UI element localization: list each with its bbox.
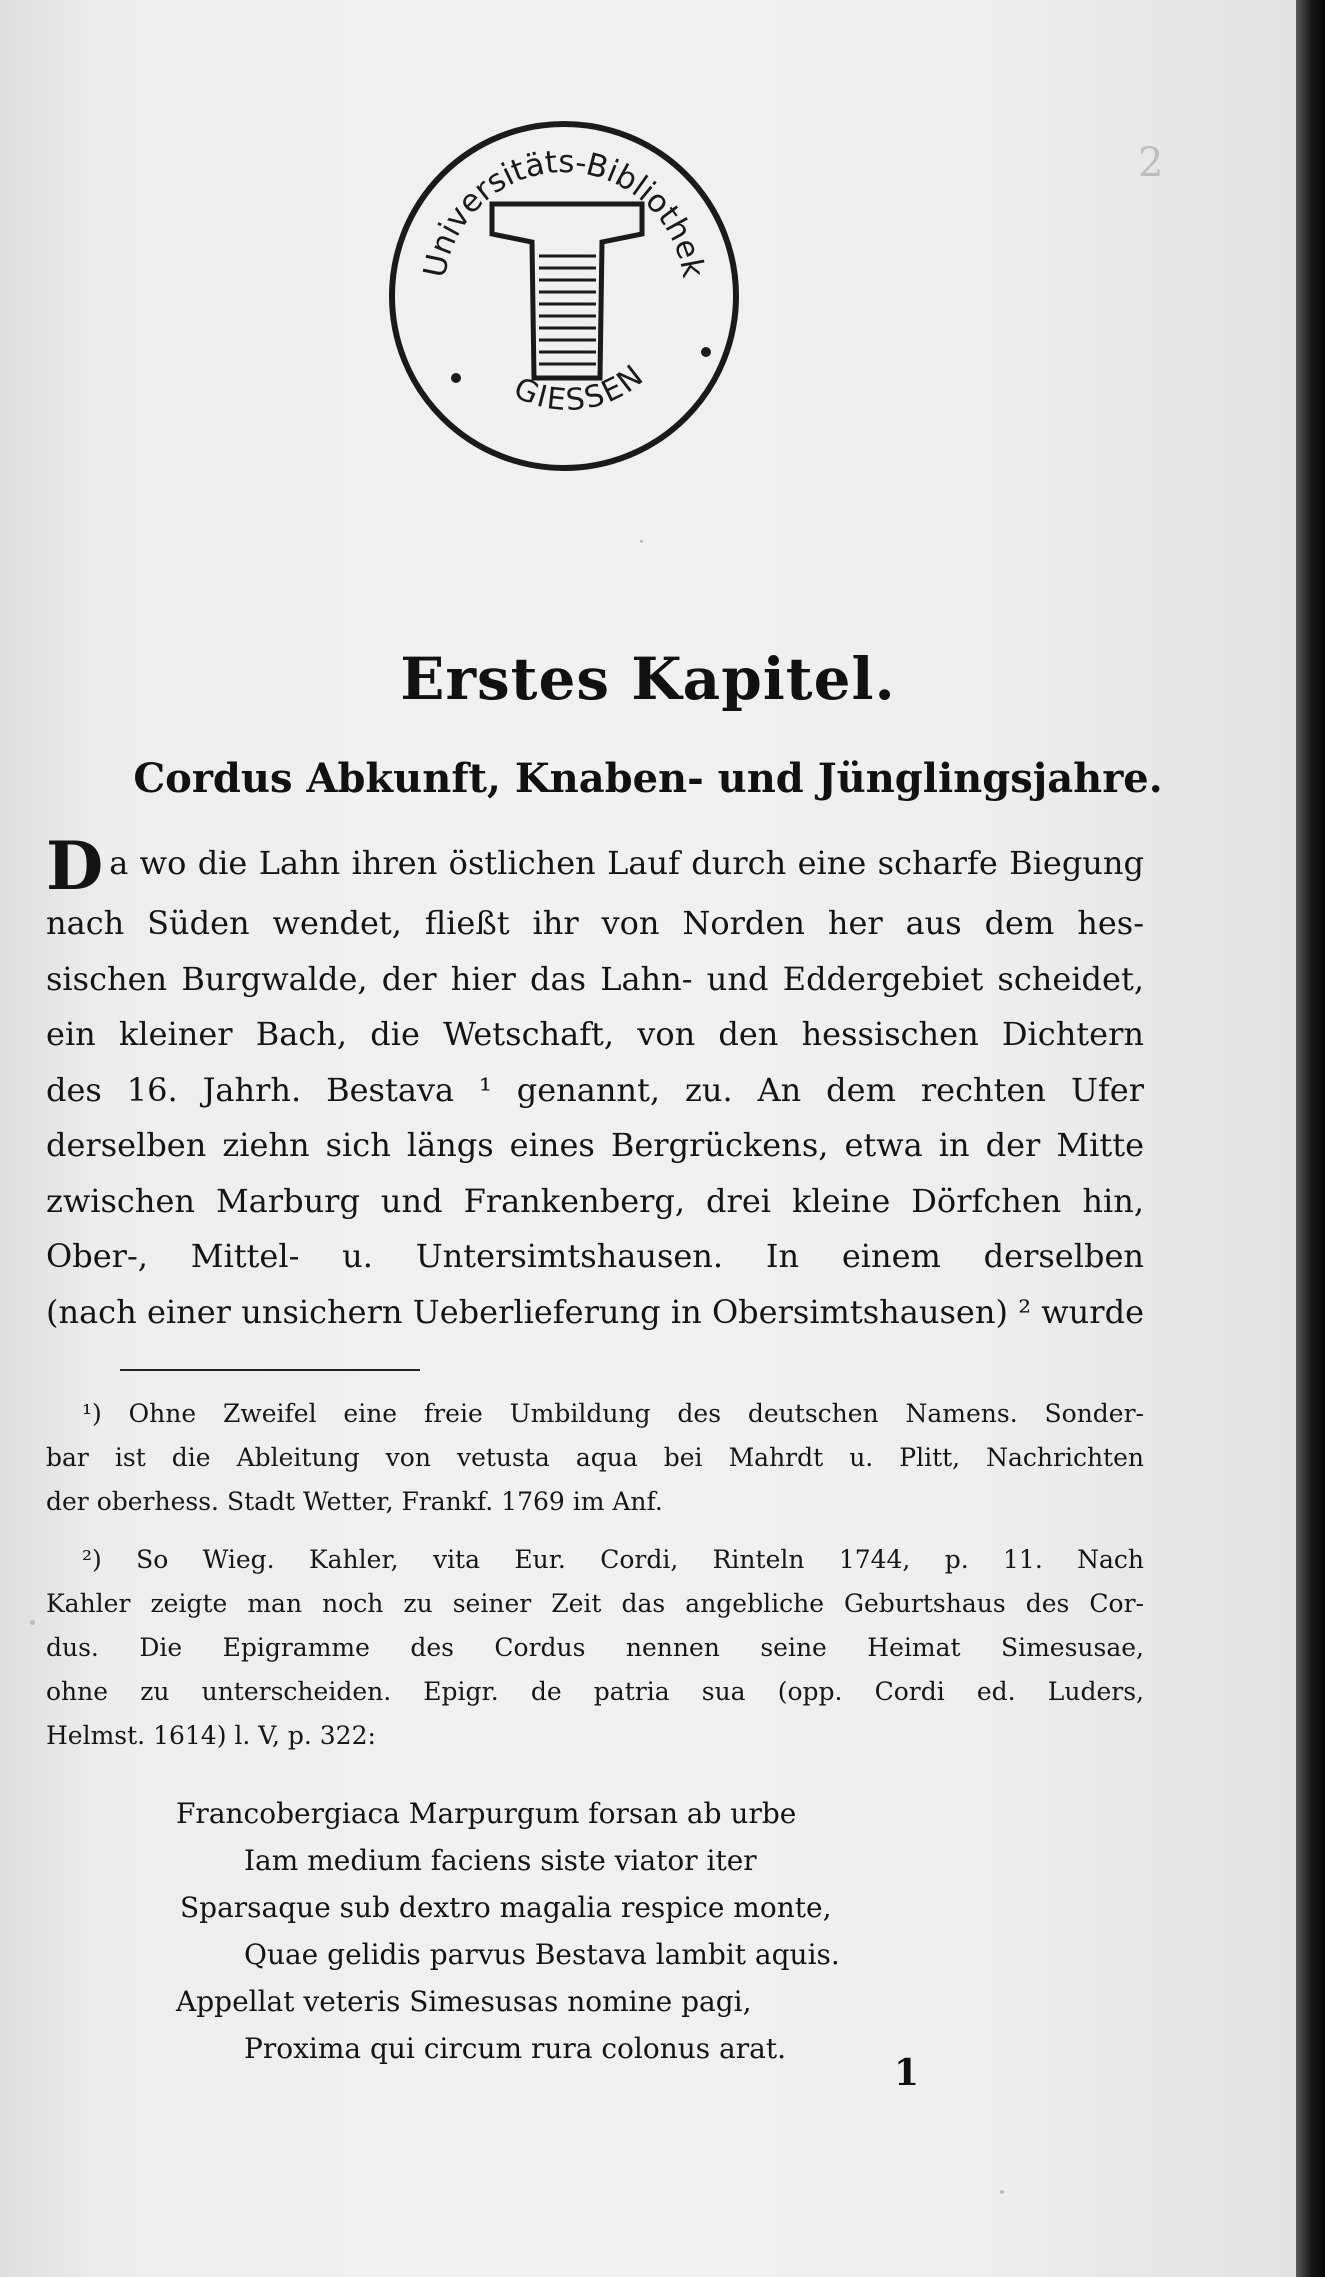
footnote-2-line: ohne zu unterscheiden. Epigr. de patria sua (opp. Cordi ed. Luders, <box>46 1677 1144 1706</box>
footnote-1-line: der oberhess. Stadt Wetter, Frankf. 1769 im Anf. <box>46 1487 663 1516</box>
poem-line: Francobergiaca Marpurgum forsan ab urbe <box>176 1797 797 1830</box>
drop-cap: D <box>46 836 104 896</box>
chapter-subtitle: Cordus Abkunft, Knaben- und Jünglingsjahre. <box>133 755 1163 802</box>
paragraph-line: zwischen Marburg und Frankenberg, drei kleine Dörfchen hin, <box>46 1181 1144 1220</box>
poem-line: Appellat veteris Simesusas nomine pagi, <box>176 1985 752 2018</box>
corner-pencil-mark: 2 <box>1138 140 1164 186</box>
footnote-2-line: Helmst. 1614) l. V, p. 322: <box>46 1721 376 1750</box>
paragraph-line: sischen Burgwalde, der hier das Lahn- und Eddergebiet scheidet, <box>46 959 1144 998</box>
stamp-arc-text: Universitäts-Bibliothek <box>416 144 712 281</box>
paragraph-line: Da wo die Lahn ihren östlichen Lauf durch eine scharfe Biegung <box>46 836 1144 896</box>
footnote-2-line: ²) So Wieg. Kahler, vita Eur. Cordi, Rinteln 1744, p. 11. Nach <box>82 1545 1144 1574</box>
chapter-title: Erstes Kapitel. <box>400 645 896 713</box>
paragraph-line: nach Süden wendet, fließt ihr von Norden her aus dem hes- <box>46 904 1144 942</box>
poem-line: Iam medium faciens siste viator iter <box>244 1844 757 1877</box>
library-stamp <box>384 116 744 476</box>
stamp-city-text: GIESSEN <box>508 357 652 419</box>
paragraph-line: Ober-, Mittel- u. Untersimtshausen. In einem derselben <box>46 1237 1144 1275</box>
page-edge-shadow <box>1296 0 1325 2277</box>
paragraph-line: (nach einer unsichern Ueberlieferung in Obersimtshausen) ² wurde <box>46 1292 1144 1331</box>
library-stamp-graphic <box>384 116 744 476</box>
poem-line: Quae gelidis parvus Bestava lambit aquis. <box>244 1938 840 1971</box>
footnote-2-line: Kahler zeigte man noch zu seiner Zeit das angebliche Geburtshaus des Cor- <box>46 1589 1144 1618</box>
tau-cross-emblem <box>492 204 642 378</box>
signature-mark: 1 <box>894 2052 920 2094</box>
footnote-2-line: dus. Die Epigramme des Cordus nennen seine Heimat Simesusae, <box>46 1633 1144 1662</box>
main-paragraph <box>46 836 1144 1340</box>
paragraph-line: des 16. Jahrh. Bestava ¹ genannt, zu. An dem rechten Ufer <box>46 1070 1144 1109</box>
poem-line: Proxima qui circum rura colonus arat. <box>244 2032 786 2065</box>
poem-line: Sparsaque sub dextro magalia respice monte, <box>180 1891 832 1924</box>
footnote-rule <box>120 1369 420 1371</box>
footnote-1-line: bar ist die Ableitung von vetusta aqua bei Mahrdt u. Plitt, Nachrichten <box>46 1443 1144 1472</box>
footnote-1-line: ¹) Ohne Zweifel eine freie Umbildung des deutschen Namens. Sonder- <box>82 1399 1144 1428</box>
paragraph-line: ein kleiner Bach, die Wetschaft, von den hessischen Dichtern <box>46 1015 1144 1053</box>
paragraph-line: derselben ziehn sich längs eines Bergrückens, etwa in der Mitte <box>46 1126 1144 1164</box>
footnotes <box>46 1392 1144 1758</box>
